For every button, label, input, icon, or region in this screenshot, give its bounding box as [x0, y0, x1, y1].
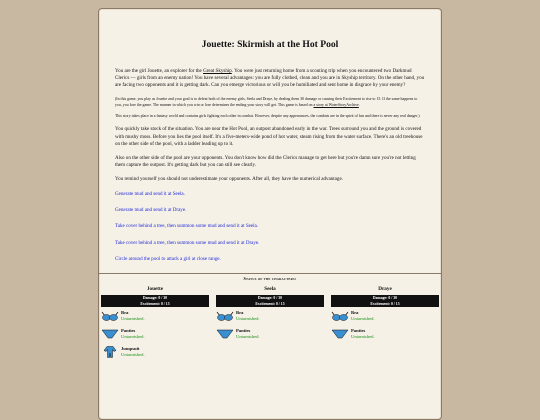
item-bra — [331, 310, 439, 325]
character-draye — [331, 284, 439, 362]
item-info — [351, 310, 375, 321]
excitement-bar: Excitement: 0 / 15 — [216, 301, 324, 307]
choice-item — [115, 256, 425, 263]
item-state: Untarnished. — [236, 315, 260, 321]
story-paragraph: Also on the other side of the pool are your opponents. You don't know how did the Clerics manage to get here but you're damn sure you're not letting them capture the outpost. It's getting dark but you can still see clearly. — [115, 154, 416, 169]
item-name: Bra — [121, 310, 129, 316]
rules-paragraph — [115, 97, 425, 109]
character-seela — [216, 284, 324, 362]
disclaimer-paragraph: This story takes place in a fantasy world and contains girls fighting each other in combat. However, despite any appearances, the combats are in the spirit of fun and there is never any real danger.) — [115, 114, 420, 119]
item-info — [121, 346, 145, 357]
damage-bar: Damage: 0 / 30 — [216, 295, 324, 301]
damage-bar: Damage: 0 / 30 — [101, 295, 209, 301]
item-panties — [331, 328, 439, 343]
character-name: Draye — [378, 285, 392, 292]
character-name: Jouette — [146, 285, 164, 292]
item-state: Untarnished. — [121, 351, 145, 357]
item-name: Panties — [351, 328, 366, 334]
intro-text: . You were just returning home from a scouting trip when you encountered two Darkmud Clerics — girls from an enemy nation! You have several advantages: you are fully clothed, clean and you are in Skyship territory. On the other hand, you are facing two opponents and it is getting dark. Can you emerge victorious or will you be humiliated and sent home in disgrace by your enemy? — [115, 68, 425, 89]
great-skyship-link[interactable]: Great Skyship — [203, 68, 232, 74]
item-state: Untarnished. — [121, 315, 145, 321]
story-page — [98, 8, 442, 420]
item-name: Bra — [236, 310, 244, 316]
intro-paragraph — [115, 68, 425, 90]
rules-text: . — [358, 102, 360, 107]
story-paragraph: You remind yourself you should not underestimate your opponents. After all, they have the numerical advantage. — [115, 176, 343, 183]
character-name: Seela — [264, 285, 276, 292]
item-bra — [216, 310, 324, 325]
item-info — [351, 328, 375, 339]
story-paragraph: You quickly take stock of the situation. You are near the Hot Pool, an outpost abandoned early in the war. Trees surround you and the ground is covered with mushy moss. Before you lies the pool itself. It's a five-meters-wide pond of hot water, steam rising from the water surface. There's an old treehouse on the other side of the pool, with a ladder leading up to it. — [115, 126, 423, 147]
item-name: Bra — [351, 310, 359, 316]
excitement-bar: Excitement: 0 / 15 — [331, 301, 439, 307]
status-panel — [99, 273, 441, 362]
item-name: Panties — [236, 328, 251, 334]
choice-item — [115, 191, 425, 198]
item-info — [121, 310, 145, 321]
item-name: Panties — [121, 328, 136, 334]
story-archive-link[interactable]: a story at WaterStoryArchive — [313, 102, 359, 107]
panties-icon — [331, 328, 349, 340]
choice-item — [115, 207, 425, 214]
item-info — [236, 310, 260, 321]
item-bra — [101, 310, 209, 325]
character-jouette — [101, 284, 209, 362]
damage-bar: Damage: 0 / 30 — [331, 295, 439, 301]
item-state: Untarnished. — [351, 315, 375, 321]
choice-cover-draye[interactable]: Take cover behind a tree, then summon some mud and send it at Draye. — [115, 239, 260, 246]
item-state: Untarnished. — [121, 333, 145, 339]
page-title: Jouette: Skirmish at the Hot Pool — [201, 39, 339, 50]
intro-text: You are the girl Jouette, an explorer for the — [115, 68, 204, 74]
item-info — [121, 328, 145, 339]
bra-icon — [216, 310, 234, 322]
excitement-bar: Excitement: 0 / 15 — [101, 301, 209, 307]
item-state: Untarnished. — [351, 333, 375, 339]
status-title: Status of the characters: — [243, 275, 297, 281]
bra-icon — [101, 310, 119, 322]
panties-icon — [101, 328, 119, 340]
item-state: Untarnished. — [236, 333, 260, 339]
item-panties — [216, 328, 324, 343]
choice-item — [115, 240, 425, 247]
item-name: Jumpsuit — [121, 346, 140, 352]
story-content — [99, 39, 441, 361]
item-info — [236, 328, 260, 339]
choice-mud-draye[interactable]: Generate mud and send it at Draye. — [115, 206, 187, 213]
jumpsuit-icon — [101, 346, 119, 358]
choice-cover-seela[interactable]: Take cover behind a tree, then summon some mud and send it at Seela. — [115, 223, 259, 230]
item-jumpsuit — [101, 346, 209, 361]
choice-circle-pool[interactable]: Circle around the pool to attack a girl at close range. — [115, 256, 221, 263]
choice-item — [115, 223, 425, 230]
rules-text: (In this game, you play as Jouette and your goal is to defeat both of the enemy girls, Seela and Draye, by dealing them 30 damage or causing their Excitement to rise to 15. If the same happens to you, you lose the game. The manner in which you win or lose determines the ending your story will get. This game is based on — [115, 96, 418, 107]
characters-row — [99, 284, 441, 362]
panties-icon — [216, 328, 234, 340]
choice-mud-seela[interactable]: Generate mud and send it at Seela. — [115, 190, 185, 197]
item-panties — [101, 328, 209, 343]
bra-icon — [331, 310, 349, 322]
